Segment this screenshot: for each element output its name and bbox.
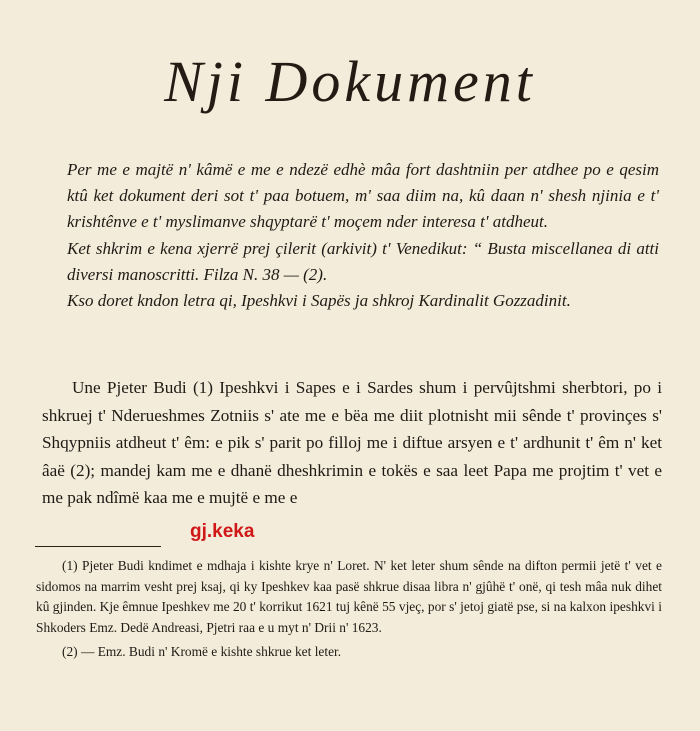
intro-section (67, 157, 659, 314)
footnotes (36, 556, 662, 663)
footnote: (1) Pjeter Budi kndimet e mdhaja i kishte krye n' Loret. N' ket leter shum sênde na difton permii jetë t' vet e sidomos na marrim vesht prej ksaj, qi ky Ipeshkev kaa pasë shkrue disaa libra n' gjûhë t' onë, qi tesh mâa nuk dihet kû gjinden. Kje êmnue Ipeshkev me 20 t' korrikut 1621 tuj kênë 55 vjeç, por s' jetoj giatë pse, si na kalxon ipeshkvi i Shkoders Emz. Dedë Andreasi, Pjetri raa e u myt n' Drii n' 1623. (36, 558, 662, 635)
letter-body (42, 374, 662, 512)
footnote-divider (35, 546, 161, 547)
intro-paragraph: Per me e majtë n' kâmë e me e ndezë edhè mâa fort dashtniin per atdhee po e qesim ktû ket dokument deri sot t' paa botuem, m' saa diim na, kû daan n' shesh njinia e t' krishtênve e t' myslimanve shqyptarë t' moçem nder interesa t' atdheut. (67, 160, 659, 232)
intro-paragraph: Ket shkrim e kena xjerrë prej çilerit (arkivit) t' Venedikut: “ Busta miscellanea di atti diversi manoscritti. Filza N. 38 — (2). (67, 238, 659, 284)
intro-paragraph: Kso doret kndon letra qi, Ipeshkvi i Sapës ja shkroj Kardinalit Gozzadinit. (67, 291, 571, 311)
document-title: Nji Dokument (164, 49, 536, 114)
footnote: (2) — Emz. Budi n' Kromë e kishte shkrue ket leter. (62, 644, 342, 660)
letter-paragraph: Une Pjeter Budi (1) Ipeshkvi i Sapes e i Sardes shum i pervûjtshmi sherbtori, po i shkruej t' Nderueshmes Zotniis s' ate me e bëa me diit plotnisht mii sênde t' provinçes s' Shqypniis atdheut t' êm: e pik s' parit po filloj me i diftue arsyen e t' ardhunit t' êm n' ket âaë (2); mandej kam me e dhanë dheshkrimin e tokës e saa leet Papa me projtim t' vet e me pak ndîmë kaa me e mujtë e me e (42, 378, 662, 508)
watermark-text: gj.keka (190, 521, 255, 542)
